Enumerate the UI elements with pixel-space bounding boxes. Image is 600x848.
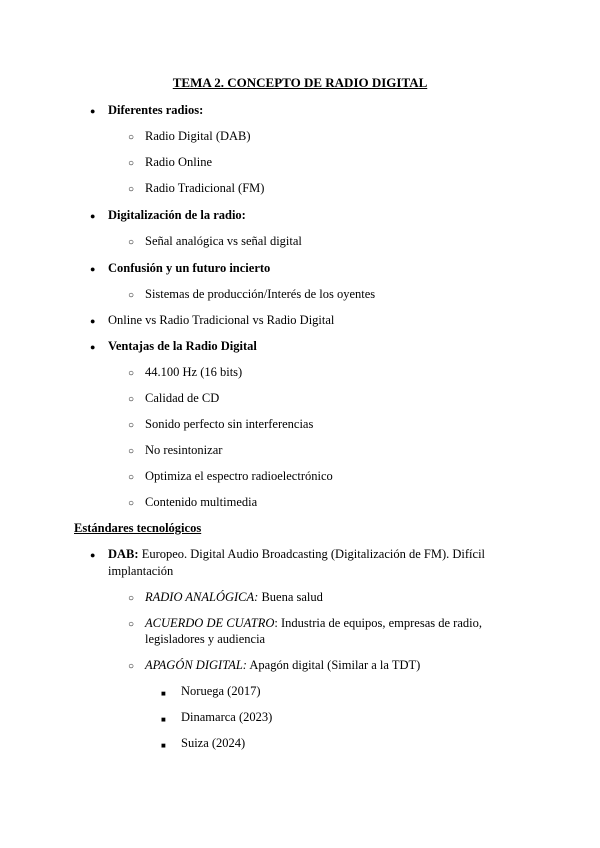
list-item: Radio Online xyxy=(145,155,213,169)
list-item: Contenido multimedia xyxy=(145,495,258,509)
section-diferentes-radios: Diferentes radios: xyxy=(108,103,204,117)
list-item xyxy=(145,590,323,605)
list-item: Radio Digital (DAB) xyxy=(145,129,251,143)
list-item: Señal analógica vs señal digital xyxy=(145,234,302,248)
dab-line-2: implantación xyxy=(108,564,174,578)
circle-bullet-icon: ○ xyxy=(128,237,135,248)
list-item-continuation: legisladores y audiencia xyxy=(145,632,266,646)
term-radio-analogica: RADIO ANALÓGICA: xyxy=(145,590,259,604)
square-bullet-icon: ■ xyxy=(161,715,166,724)
bullet-icon: ● xyxy=(90,342,96,352)
term-description: : Industria de equipos, empresas de radio, xyxy=(274,616,482,630)
section-confusion: Confusión y un futuro incierto xyxy=(108,261,271,275)
circle-bullet-icon: ○ xyxy=(128,661,135,672)
circle-bullet-icon: ○ xyxy=(128,184,135,195)
square-bullet-icon: ■ xyxy=(161,689,166,698)
circle-bullet-icon: ○ xyxy=(128,446,135,457)
section-online-vs: Online vs Radio Tradicional vs Radio Digital xyxy=(108,313,335,327)
bullet-icon: ● xyxy=(90,211,96,221)
bullet-icon: ● xyxy=(90,106,96,116)
bullet-icon: ● xyxy=(90,550,96,560)
section-digitalizacion: Digitalización de la radio: xyxy=(108,208,246,222)
term-description: Apagón digital (Similar a la TDT) xyxy=(246,658,421,672)
circle-bullet-icon: ○ xyxy=(128,420,135,431)
term-acuerdo-de-cuatro: ACUERDO DE CUATRO xyxy=(145,616,275,630)
circle-bullet-icon: ○ xyxy=(128,290,135,301)
page-title: TEMA 2. CONCEPTO DE RADIO DIGITAL xyxy=(172,75,428,90)
country-item: Dinamarca (2023) xyxy=(181,710,273,724)
circle-bullet-icon: ○ xyxy=(128,394,135,405)
term-apagon-digital: APAGÓN DIGITAL: xyxy=(145,658,247,672)
dab-label: DAB: xyxy=(108,547,139,561)
list-item: Radio Tradicional (FM) xyxy=(145,181,265,195)
square-bullet-icon: ■ xyxy=(161,741,166,750)
list-item: Calidad de CD xyxy=(145,391,220,405)
list-item: No resintonizar xyxy=(145,443,223,457)
list-item: Optimiza el espectro radioelectrónico xyxy=(145,469,333,483)
bullet-icon: ● xyxy=(90,316,96,326)
circle-bullet-icon: ○ xyxy=(128,472,135,483)
bullet-icon: ● xyxy=(90,264,96,274)
circle-bullet-icon: ○ xyxy=(128,368,135,379)
list-item xyxy=(145,658,420,673)
section-heading-estandares: Estándares tecnológicos xyxy=(74,521,202,535)
term-description: Buena salud xyxy=(258,590,323,604)
circle-bullet-icon: ○ xyxy=(128,593,135,604)
list-item: Sistemas de producción/Interés de los oyentes xyxy=(145,287,376,301)
circle-bullet-icon: ○ xyxy=(128,498,135,509)
dab-text: Europeo. Digital Audio Broadcasting (Digitalización de FM). Difícil xyxy=(138,547,486,561)
country-item: Suiza (2024) xyxy=(181,736,246,750)
list-item: 44.100 Hz (16 bits) xyxy=(145,365,243,379)
list-item xyxy=(145,616,482,631)
list-item: Sonido perfecto sin interferencias xyxy=(145,417,314,431)
section-ventajas: Ventajas de la Radio Digital xyxy=(108,339,257,353)
circle-bullet-icon: ○ xyxy=(128,132,135,143)
country-item: Noruega (2017) xyxy=(181,684,261,698)
circle-bullet-icon: ○ xyxy=(128,619,135,630)
circle-bullet-icon: ○ xyxy=(128,158,135,169)
dab-line-1 xyxy=(108,547,485,562)
